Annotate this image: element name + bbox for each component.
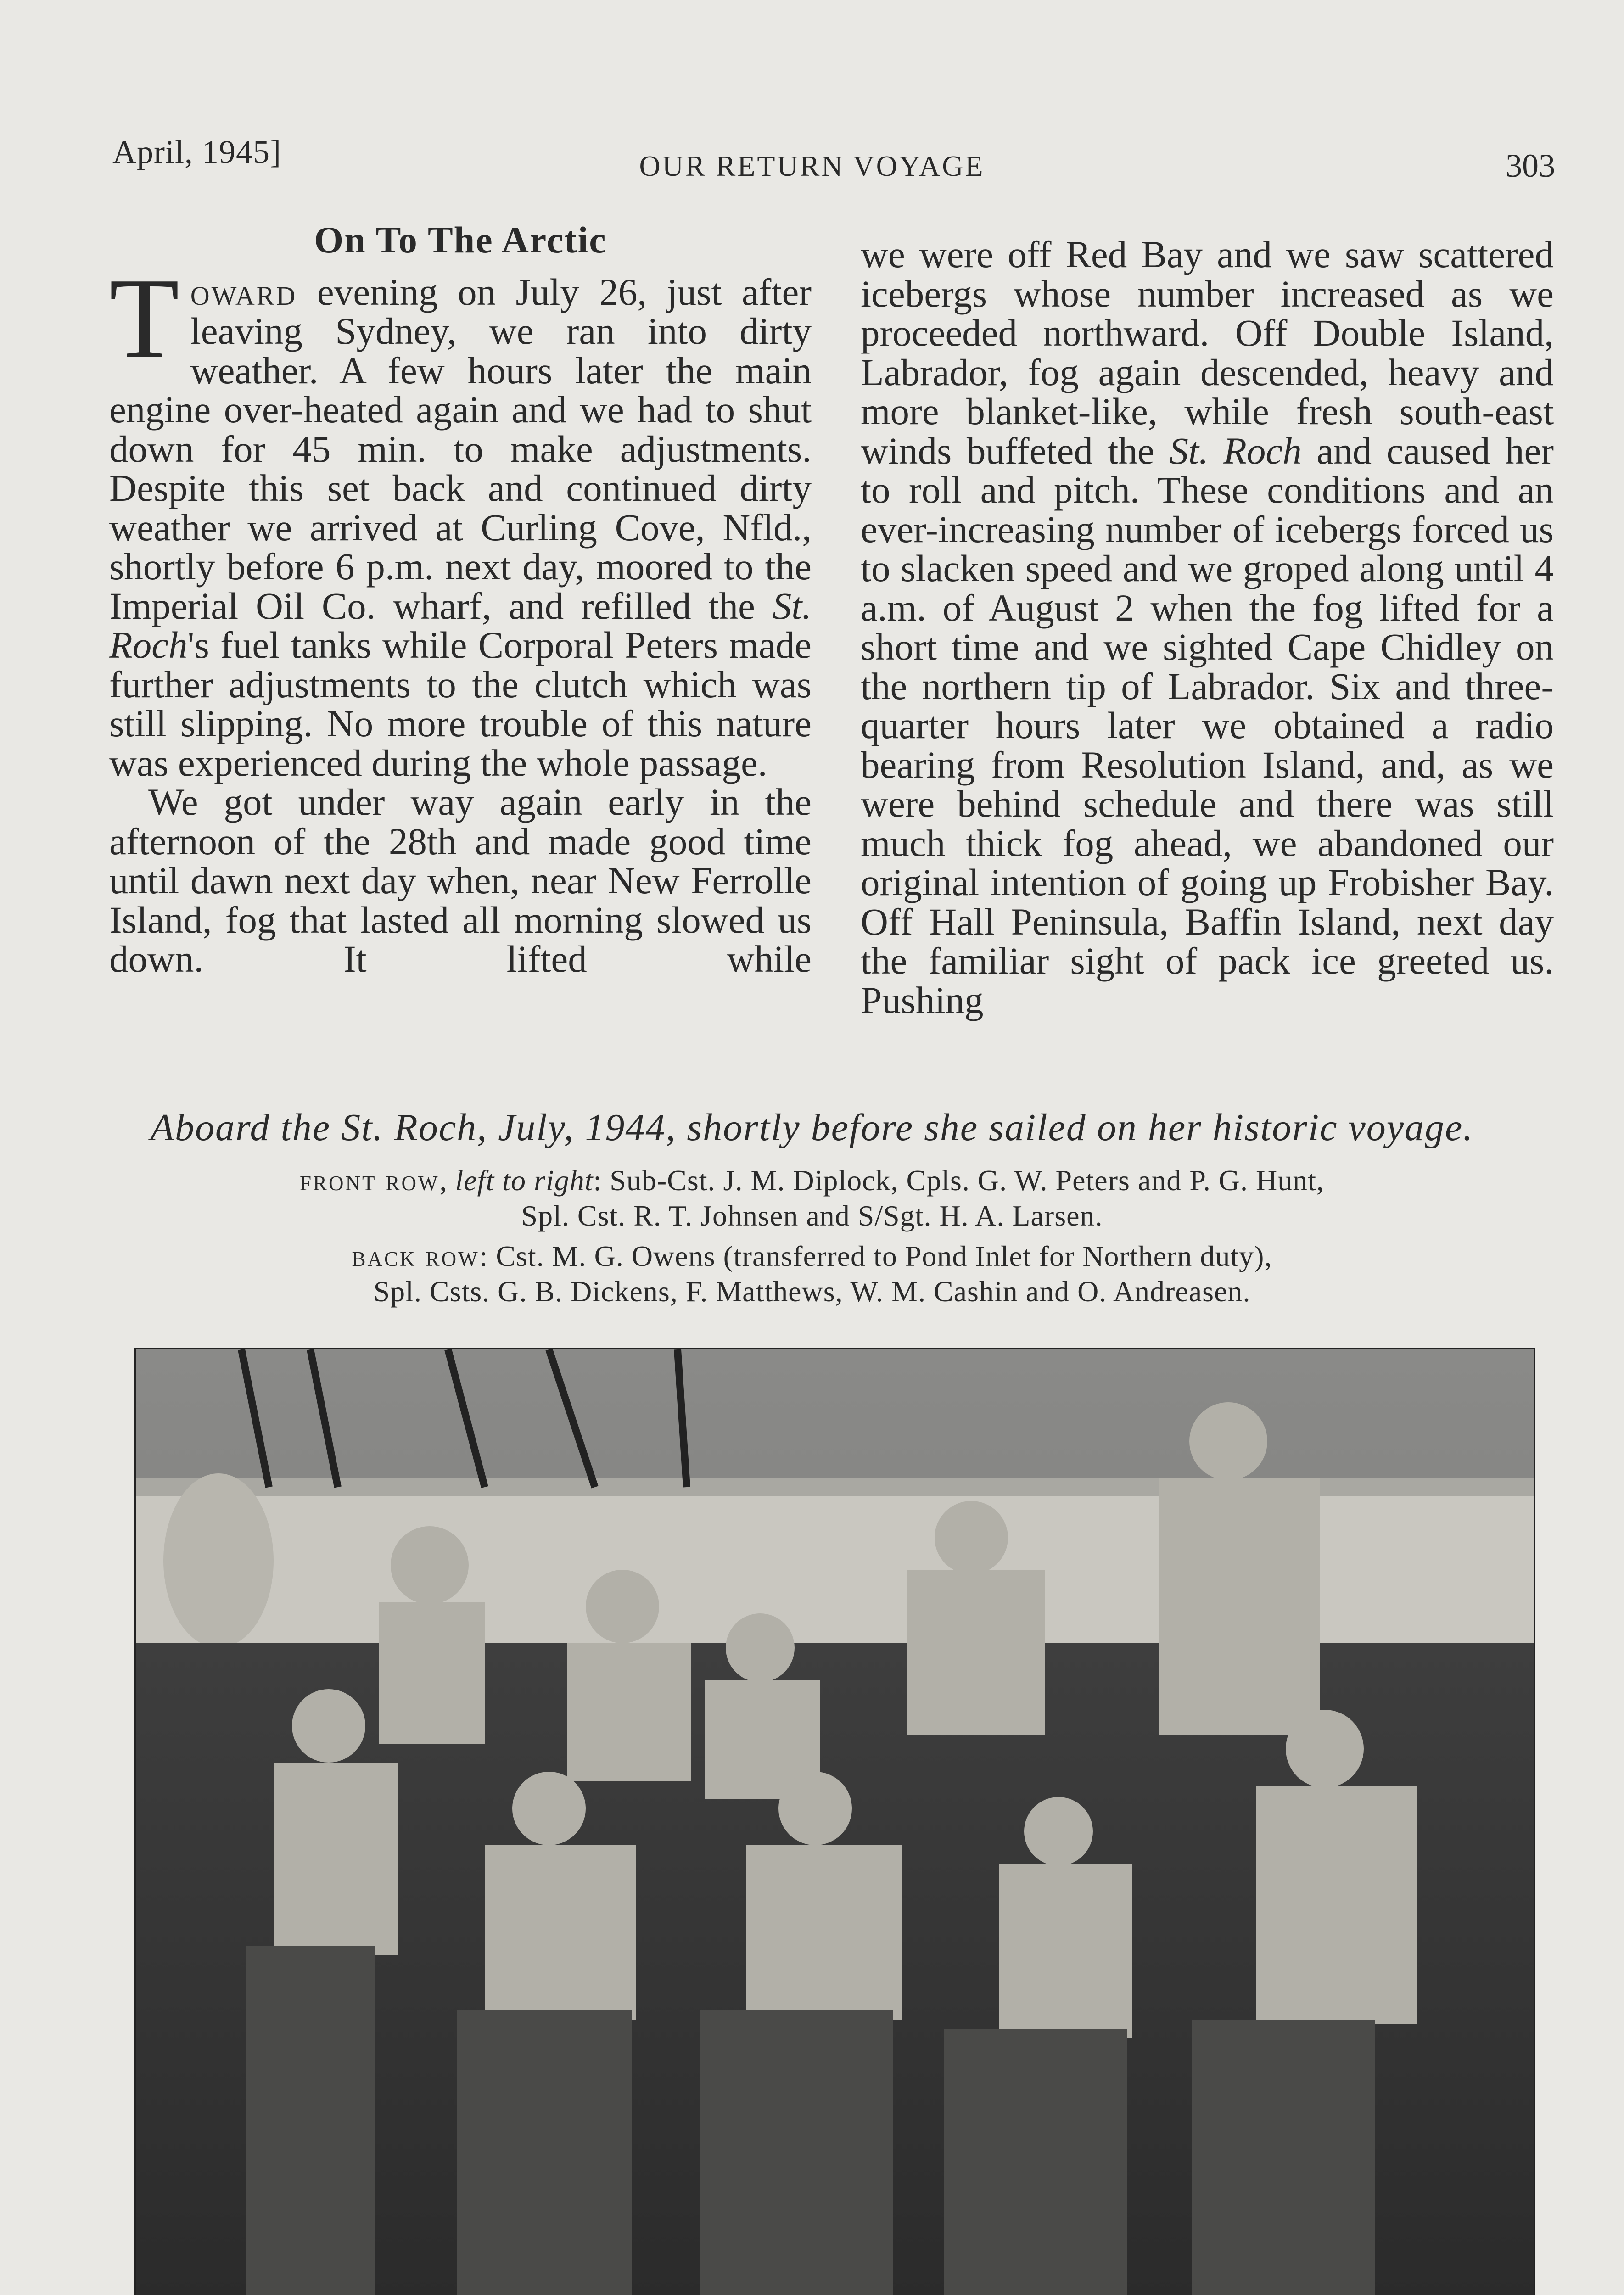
crew-photo-illustration	[136, 1349, 1534, 2295]
paragraph-3	[861, 235, 1554, 1020]
issue-date: April, 1945]	[112, 134, 281, 170]
paragraph-3-text-a: we were off Red Bay and we saw scattered icebergs whose number increased as we proceeded northward. Off Double Island, Labrador, fog again descended, heavy and more blanket-like, while fresh south-east winds buffeted the	[861, 233, 1554, 472]
caption-separator: ,	[439, 1164, 455, 1197]
running-header	[0, 124, 1624, 188]
front-row-label: front row	[299, 1164, 440, 1197]
back-row-label: back row	[352, 1240, 480, 1272]
left-to-right: left to right	[455, 1164, 594, 1197]
running-title: OUR RETURN VOYAGE	[639, 150, 985, 182]
ship-name: St. Roch	[1169, 429, 1302, 472]
caption-front-row	[0, 1164, 1624, 1198]
smallcaps-lead: oward	[190, 270, 297, 313]
caption-back-row-cont: Spl. Csts. G. B. Dickens, F. Matthews, W. M. Cashin and O. Andreasen.	[373, 1275, 1251, 1308]
left-column	[109, 220, 812, 979]
section-title: On To The Arctic	[314, 219, 607, 261]
back-row-names: : Cst. M. G. Owens (transferred to Pond Inlet for Northern duty),	[479, 1240, 1272, 1272]
page-number: 303	[1506, 147, 1555, 184]
crew-photograph	[134, 1348, 1535, 2295]
paragraph-1-text-b: 's fuel tanks while Corporal Peters made further adjustments to the clutch which was still slipping. No more trouble of this nature was experienced during the whole passage.	[109, 624, 812, 784]
paragraph-1-text-a: evening on July 26, just after leaving Sydney, we ran into dirty weather. A few hours later the main engine over-heated again and we had to shut down for 45 min. to make adjustments. Despite this set back and continued dirty weather we arrived at Curling Cove, Nfld., shortly before 6 p.m. next day, moored to the Imperial Oil Co. wharf, and refilled the	[109, 270, 812, 627]
paragraph-3-text-b: and caused her to roll and pitch. These conditions and an ever-increasing number of icebergs forced us to slacken speed and we groped along until 4 a.m. of August 2 when the fog lifted for a short time and we sighted Cape Chidley on the northern tip of Labrador. Six and three-quarter hours later we obtained a radio bearing from Resolution Island, and, as we were behind schedule and there was still much thick fog ahead, we abandoned our original intention of going up Frobisher Bay. Off Hall Peninsula, Baffin Island, next day the familiar sight of pack ice greeted us. Pushing	[861, 429, 1554, 1021]
caption-back-row	[0, 1239, 1624, 1273]
caption-front-row-cont: Spl. Cst. R. T. Johnsen and S/Sgt. H. A. Larsen.	[521, 1199, 1103, 1232]
photo-caption-title: Aboard the St. Roch, July, 1944, shortly before she sailed on her historic voyage.	[150, 1106, 1474, 1149]
paragraph-2: We got under way again early in the afternoon of the 28th and made good time until dawn next day when, near New Ferrolle Island, fog that lasted all morning slowed us down. It lifted while	[109, 781, 812, 980]
right-column	[861, 235, 1554, 1020]
front-row-names: : Sub-Cst. J. M. Diplock, Cpls. G. W. Peters and P. G. Hunt,	[593, 1164, 1325, 1197]
drop-cap: T	[109, 254, 179, 382]
paragraph-1	[109, 254, 812, 784]
ship-name: St. Roch	[109, 584, 812, 666]
